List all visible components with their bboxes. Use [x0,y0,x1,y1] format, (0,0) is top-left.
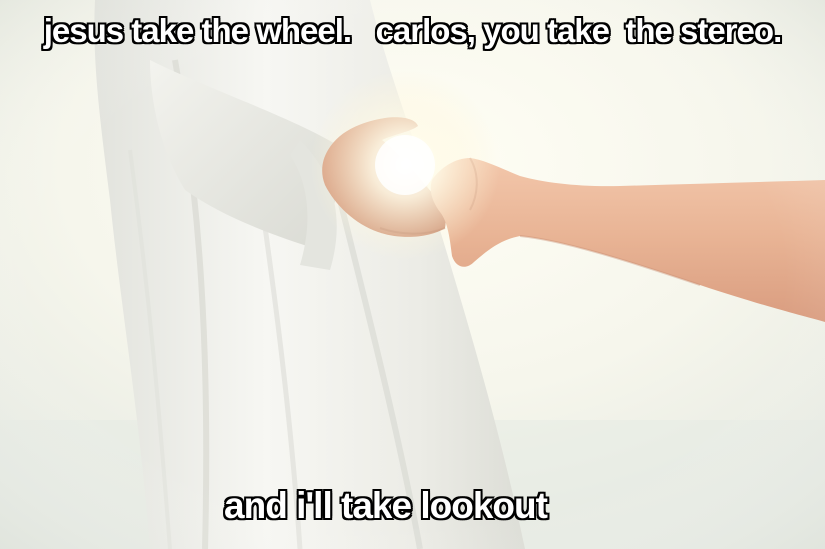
bottom-caption: and i'll take lookout [224,485,547,526]
top-caption: jesus take the wheel. carlos, you take the stereo. [43,12,782,49]
